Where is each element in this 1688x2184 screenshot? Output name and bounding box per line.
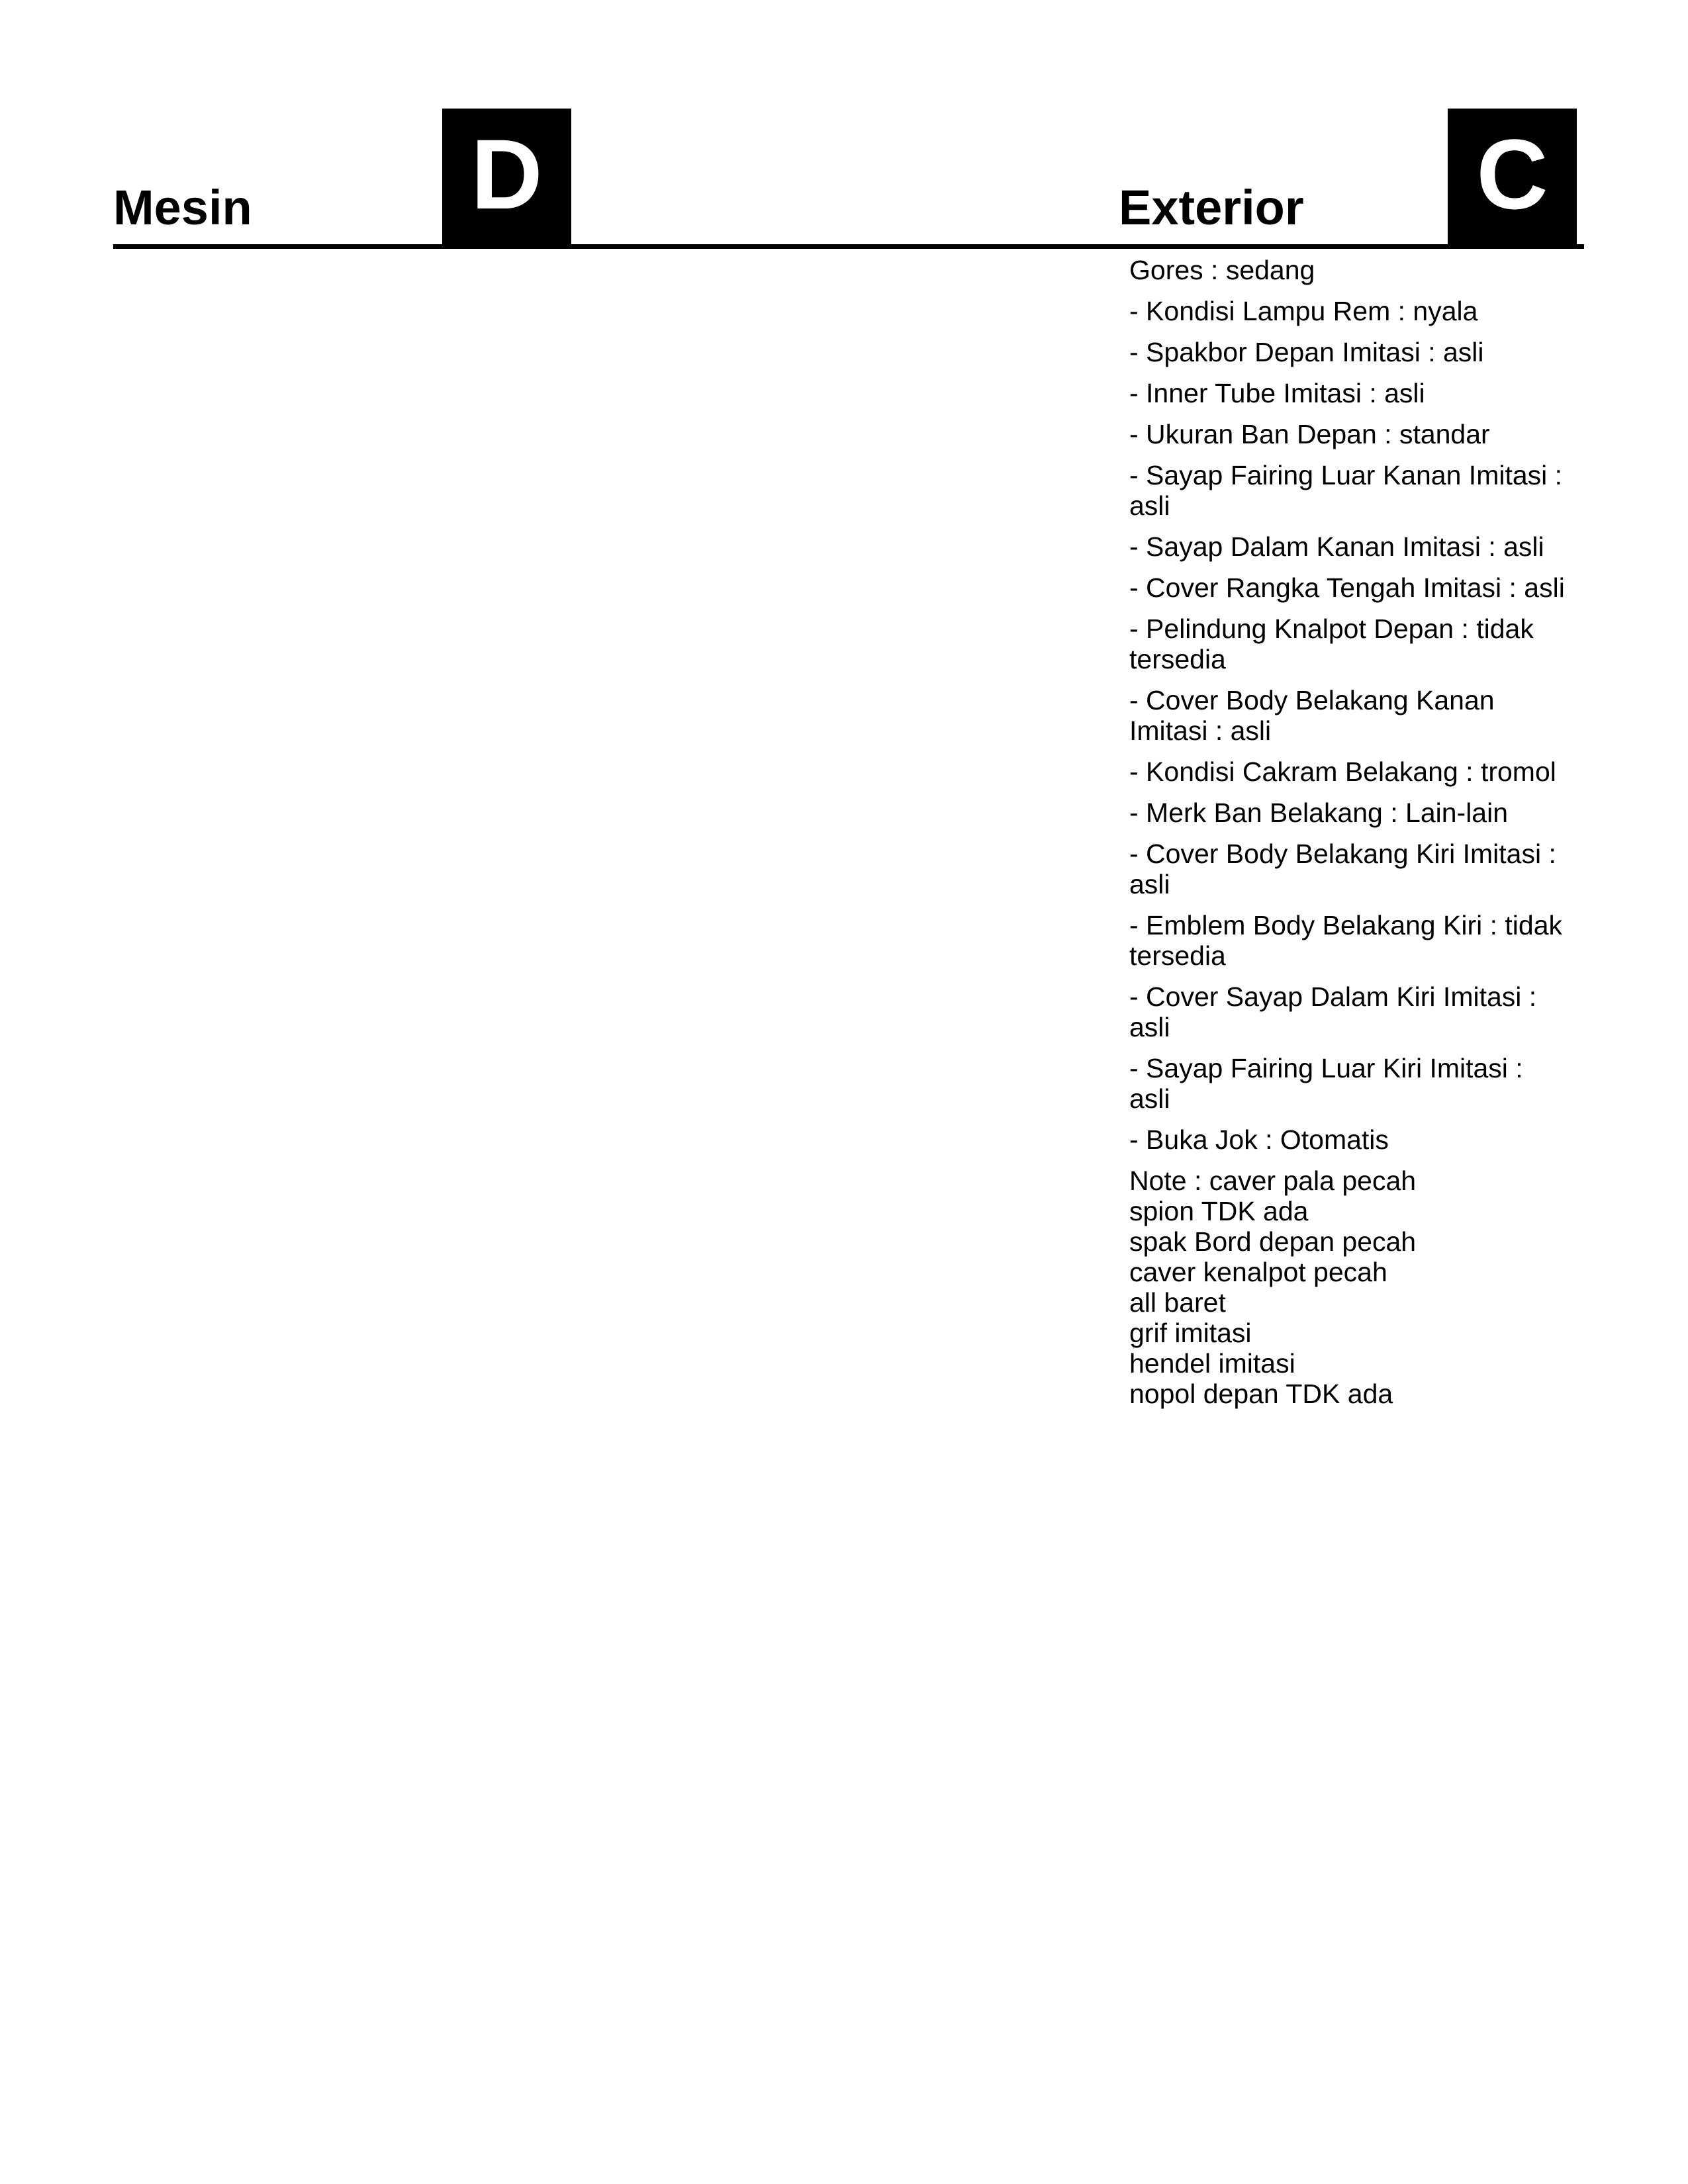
exterior-condition-list [1129,255,1566,1420]
list-item: - Cover Body Belakang Kanan Imitasi : asli [1129,685,1495,746]
list-item: - Cover Sayap Dalam Kiri Imitasi : asli [1129,981,1537,1042]
exterior-grade-badge [1448,109,1577,244]
list-item: - Pelindung Knalpot Depan : tidak tersedia [1129,614,1534,674]
list-item: - Sayap Fairing Luar Kanan Imitasi : asli [1129,460,1563,521]
list-item: - Sayap Fairing Luar Kiri Imitasi : asli [1129,1053,1523,1114]
list-item: - Kondisi Cakram Belakang : tromol [1129,756,1556,787]
list-item: - Emblem Body Belakang Kiri : tidak tersedia [1129,910,1562,971]
list-item: - Buka Jok : Otomatis [1129,1124,1389,1155]
exterior-section-header [1119,109,1577,249]
exterior-note: Note : caver pala pecah spion TDK ada spak Bord depan pecah caver kenalpot pecah all baret grif imitasi hendel imitasi nopol depan TDK ada [1129,1165,1417,1409]
list-item: - Ukuran Ban Depan : standar [1129,419,1490,449]
mesin-title: Mesin [113,180,252,235]
exterior-grade-letter: C [1476,118,1548,230]
exterior-title: Exterior [1119,180,1304,235]
list-item: - Merk Ban Belakang : Lain-lain [1129,797,1509,828]
list-item: - Spakbor Depan Imitasi : asli [1129,337,1484,367]
mesin-grade-letter: D [471,118,543,230]
list-item: - Kondisi Lampu Rem : nyala [1129,296,1478,326]
list-item: Gores : sedang [1129,255,1315,285]
list-item: - Cover Rangka Tengah Imitasi : asli [1129,572,1565,603]
list-item: - Inner Tube Imitasi : asli [1129,378,1425,408]
list-item: - Sayap Dalam Kanan Imitasi : asli [1129,531,1544,562]
mesin-section-header [113,109,571,249]
mesin-grade-badge [442,109,571,244]
list-item: - Cover Body Belakang Kiri Imitasi : asli [1129,839,1556,899]
